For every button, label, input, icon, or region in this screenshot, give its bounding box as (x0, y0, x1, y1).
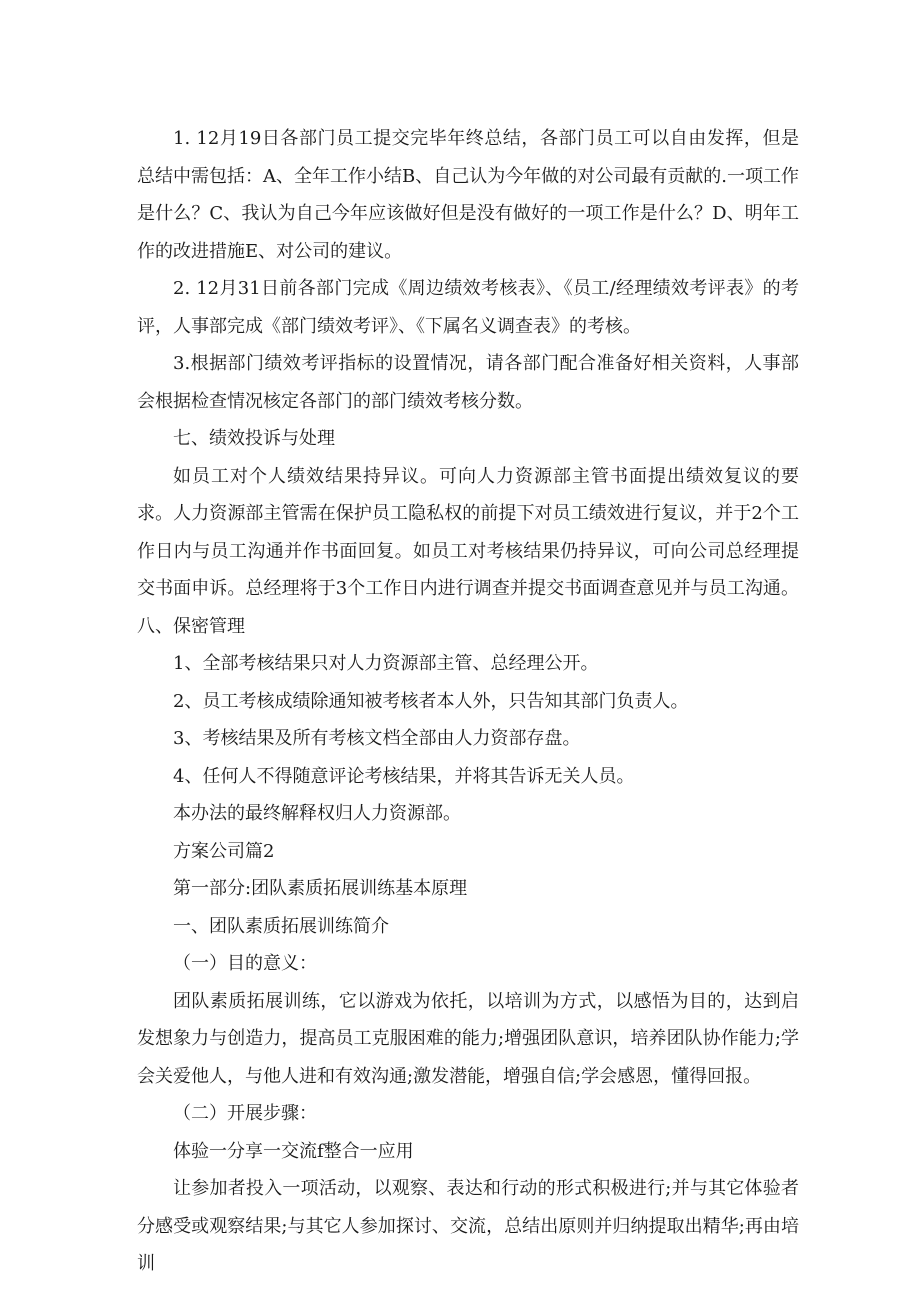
paragraph-item-1: 1. 12月19日各部门员工提交完毕年终总结，各部门员工可以自由发挥，但是总结中需包括：A、全年工作小结B、自己认为今年做的对公司最有贡献的.一项工作是什么？C、我认为自己今年应该做好但是没有做好的一项工作是什么？D、明年工作的改进措施E、对公司的建议。 (137, 128, 799, 262)
list-item-confidential-2: 2、员工考核成绩除通知被考核者本人外，只告知其部门负责人。 (173, 690, 689, 712)
paragraph-steps-flow: 体验一分享一交流f整合一应用 (173, 1140, 414, 1162)
paragraph-item-3: 3.根据部门绩效考评指标的设置情况，请各部门配合准备好相关资料，人事部会根据检查情况核定各部门的部门绩效考核分数。 (137, 353, 799, 412)
list-item-confidential-1: 1、全部考核结果只对人力资源部主管、总经理公开。 (173, 653, 599, 674)
list-item-confidential-3: 3、考核结果及所有考核文档全部由人力资部存盘。 (173, 728, 581, 749)
paragraph-interpretation: 本办法的最终解释权归人力资源部。 (173, 803, 461, 824)
section-heading-intro: 一、团队素质拓展训练简介 (173, 915, 389, 937)
paragraph-purpose: 团队素质拓展训练，它以游戏为依托，以培训为方式，以感悟为目的，达到启发想象力与创造力，提高员工克服困难的能力;增强团队意识，培养团队协作能力;学会关爱他人，与他人进和有效沟通;激发潜能，增强自信;学会感恩，懂得回报。 (137, 990, 799, 1087)
paragraph-item-2: 2. 12月31日前各部门完成《周边绩效考核表》、《员工/经理绩效考评表》的考评，人事部完成《部门绩效考评》、《下属名义调查表》的考核。 (137, 278, 799, 337)
list-item-confidential-4: 4、任何人不得随意评论考核结果，并将其告诉无关人员。 (173, 765, 635, 787)
section-title-plan-2: 方案公司篇2 (173, 840, 275, 862)
paragraph-complaints: 如员工对个人绩效结果持异议。可向人力资源部主管书面提出绩效复议的要求。人力资源部主管需在保护员工隐私权的前提下对员工绩效进行复议，并于2个工作日内与员工沟通并作书面回复。如员工对考核结果仍持异议，可向公司总经理提交书面申诉。总经理将于3个工作日内进行调查并提交书面调查意见并与员工沟通。八、保密管理 (137, 465, 799, 637)
subheading-purpose: （一）目的意义： (173, 953, 317, 974)
document-body (137, 120, 799, 1283)
part-heading-1: 第一部分:团队素质拓展训练基本原理 (173, 878, 468, 899)
subheading-steps: （二）开展步骤： (173, 1103, 317, 1124)
paragraph-steps-detail: 让参加者投入一项活动，以观察、表达和行动的形式积极进行;并与其它体验者分感受或观察结果;与其它人参加探讨、交流，总结出原则并归纳提取出精华;再由培训 (137, 1178, 799, 1274)
section-heading-complaints: 七、绩效投诉与处理 (173, 428, 335, 449)
